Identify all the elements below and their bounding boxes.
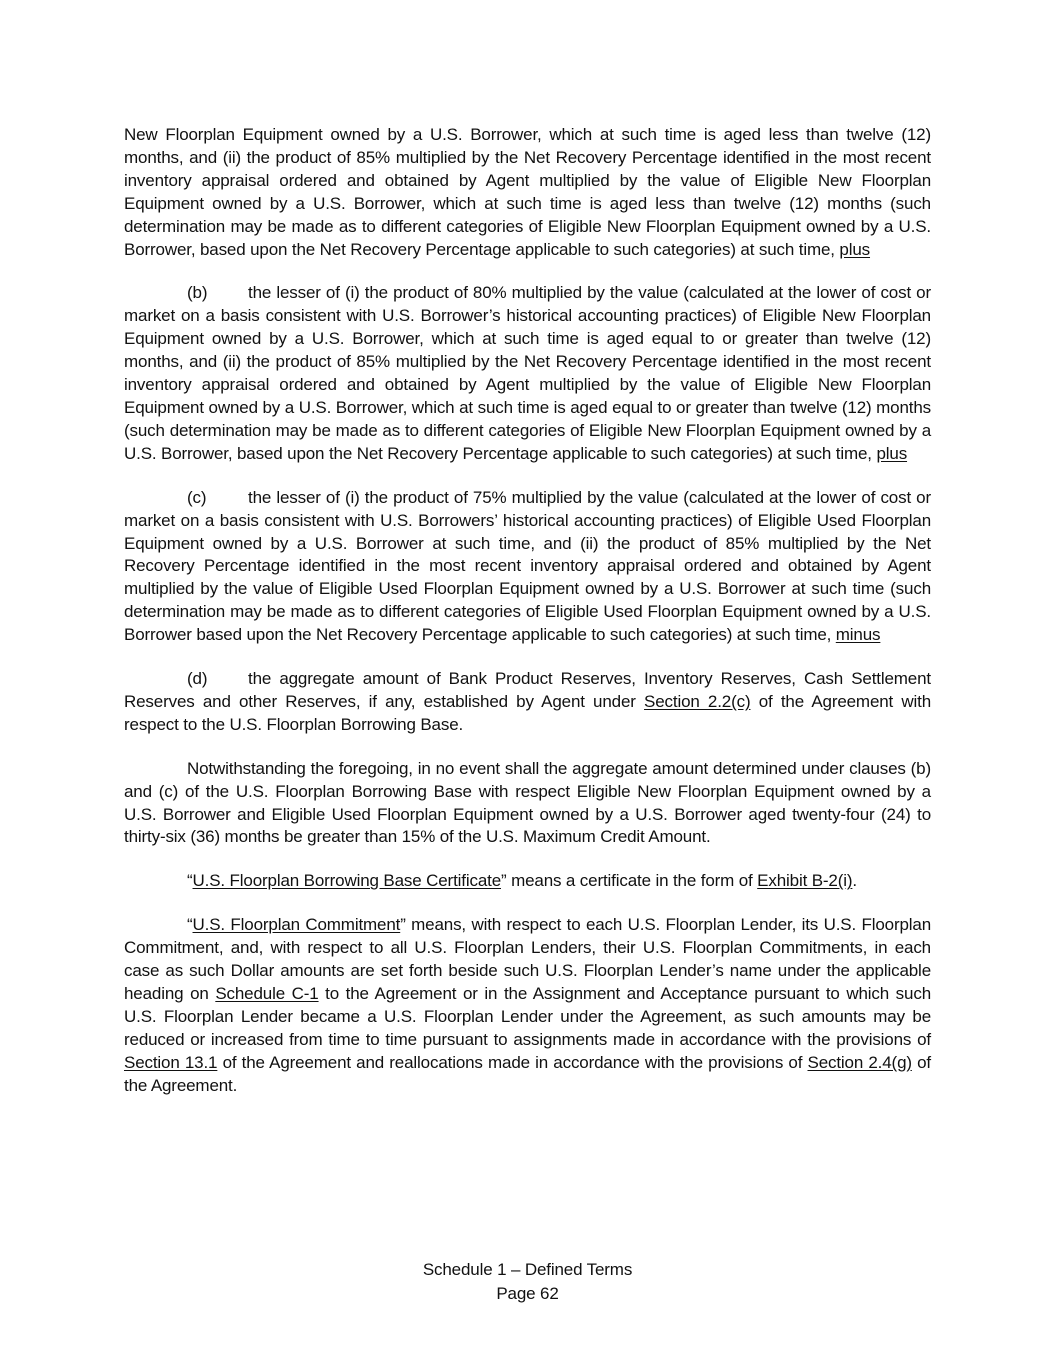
exhibit-reference: Exhibit B-2(i) bbox=[757, 871, 853, 891]
definition-floorplan-commitment bbox=[124, 914, 931, 1097]
paragraph-d bbox=[124, 668, 931, 737]
defined-term: U.S. Floorplan Commitment bbox=[192, 915, 401, 935]
paragraph-d-text-after: of the Agreement with respect to the U.S. Floorplan Borrowing Base. bbox=[124, 691, 932, 734]
section-reference: Section 2.4(g) bbox=[807, 1052, 912, 1072]
definition-text: ” means, with respect to each U.S. Floorplan Lender, its U.S. Floorplan Commitment, and, with respect to all U.S. Floorplan Lenders, their U.S. Floorplan Commitments, in each case as such Dollar amounts are set forth beside such U.S. Floorplan Lender’s name under the applicable heading on bbox=[124, 915, 931, 1003]
footer-title: Schedule 1 – Defined Terms bbox=[422, 1260, 633, 1279]
paragraph-c-text: the lesser of (i) the product of 75% multiplied by the value (calculated at the lower of cost or market on a basis consistent with U.S. Borrowers’ historical accounting practices) of Eligible Used Floorplan Equipment owned by a U.S. Borrower at such time, and (ii) the product of 85% multiplied by the Net Recovery Percentage identified in the most recent inventory appraisal ordered and obtained by Agent multiplied by the value of Eligible Used Floorplan Equipment owned by a U.S. Borrower at such time (such determination may be made as to different categories of Eligible Used Floorplan Equipment owned by a U.S. Borrower based upon the Net Recovery Percentage applicable to such categories) at such time, bbox=[124, 487, 931, 645]
definition-text-end: . bbox=[852, 871, 857, 891]
schedule-reference: Schedule C-1 bbox=[215, 984, 319, 1003]
page-footer bbox=[0, 1258, 1055, 1306]
definition-borrowing-base-certificate bbox=[124, 870, 931, 893]
paragraph-b-text: the lesser of (i) the product of 80% multiplied by the value (calculated at the lower of cost or market on a basis consistent with U.S. Borrower’s historical accounting practices) of Eligible New Floorplan Equipment owned by a U.S. Borrower, which at such time is aged equal to or greater than twelve (12) months, and (ii) the product of 85% multiplied by the Net Recovery Percentage identified in the most recent inventory appraisal ordered and obtained by Agent multiplied by the value of Eligible New Floorplan Equipment owned by a U.S. Borrower, which at such time is aged equal to or greater than twelve (12) months (such determination may be made as to different categories of Eligible New Floorplan Equipment owned by a U.S. Borrower, based upon the Net Recovery Percentage applicable to such categories) at such time, bbox=[124, 283, 931, 463]
paragraph-a-continuation bbox=[124, 124, 931, 261]
definition-text: to the Agreement or in the Assignment and Acceptance pursuant to which such U.S. Floorplan Lender became a U.S. Floorplan Lender under the Agreement, as such amounts may be reduced or increased from time to time pursuant to assignments made in accordance with the provisions of bbox=[124, 984, 931, 1049]
paragraph-d-text: the aggregate amount of Bank Product Reserves, Inventory Reserves, Cash Settlement Reserves and other Reserves, if any, established by Agent under bbox=[124, 669, 931, 711]
section-reference: Section 13.1 bbox=[124, 1052, 218, 1072]
definition-text: of the Agreement and reallocations made in accordance with the provisions of bbox=[217, 1052, 808, 1072]
open-quote: “ bbox=[187, 871, 193, 891]
paragraph-a-text: New Floorplan Equipment owned by a U.S. Borrower, which at such time is aged less than twelve (12) months, and (ii) the product of 85% multiplied by the Net Recovery Percentage identified in the most recent inventory appraisal ordered and obtained by Agent multiplied by the value of Eligible New Floorplan Equipment owned by a U.S. Borrower, which at such time is aged less than twelve (12) months (such determination may be made as to different categories of Eligible New Floorplan Equipment owned by a U.S. Borrower, based upon the Net Recovery Percentage applicable to such categories) at such time, bbox=[124, 125, 931, 259]
definition-text: ” means a certificate in the form of bbox=[501, 871, 758, 891]
paragraph-c bbox=[124, 487, 931, 647]
page-number: Page 62 bbox=[496, 1284, 559, 1303]
section-reference: Section 2.2(c) bbox=[644, 691, 751, 711]
defined-term: U.S. Floorplan Borrowing Base Certificate bbox=[192, 871, 501, 891]
paragraph-b bbox=[124, 282, 931, 465]
clause-label-b: (b) bbox=[187, 283, 208, 303]
minus-term: minus bbox=[835, 625, 881, 645]
paragraph-notwithstanding: Notwithstanding the foregoing, in no event shall the aggregate amount determined under clauses (b) and (c) of the U.S. Floorplan Borrowing Base with respect Eligible New Floorplan Equipment owned by a U.S. Borrower and Eligible Used Floorplan Equipment owned by a U.S. Borrower aged twenty-four (24) to thirty-six (36) months be greater than 15% of the U.S. Maximum Credit Amount. bbox=[124, 758, 931, 847]
clause-label-d: (d) bbox=[187, 669, 208, 689]
definition-text-end: of the Agreement. bbox=[124, 1052, 931, 1095]
plus-term: plus bbox=[876, 443, 908, 463]
open-quote: “ bbox=[187, 915, 193, 935]
plus-term: plus bbox=[839, 239, 871, 259]
document-body bbox=[124, 124, 931, 1119]
clause-label-c: (c) bbox=[187, 487, 207, 507]
